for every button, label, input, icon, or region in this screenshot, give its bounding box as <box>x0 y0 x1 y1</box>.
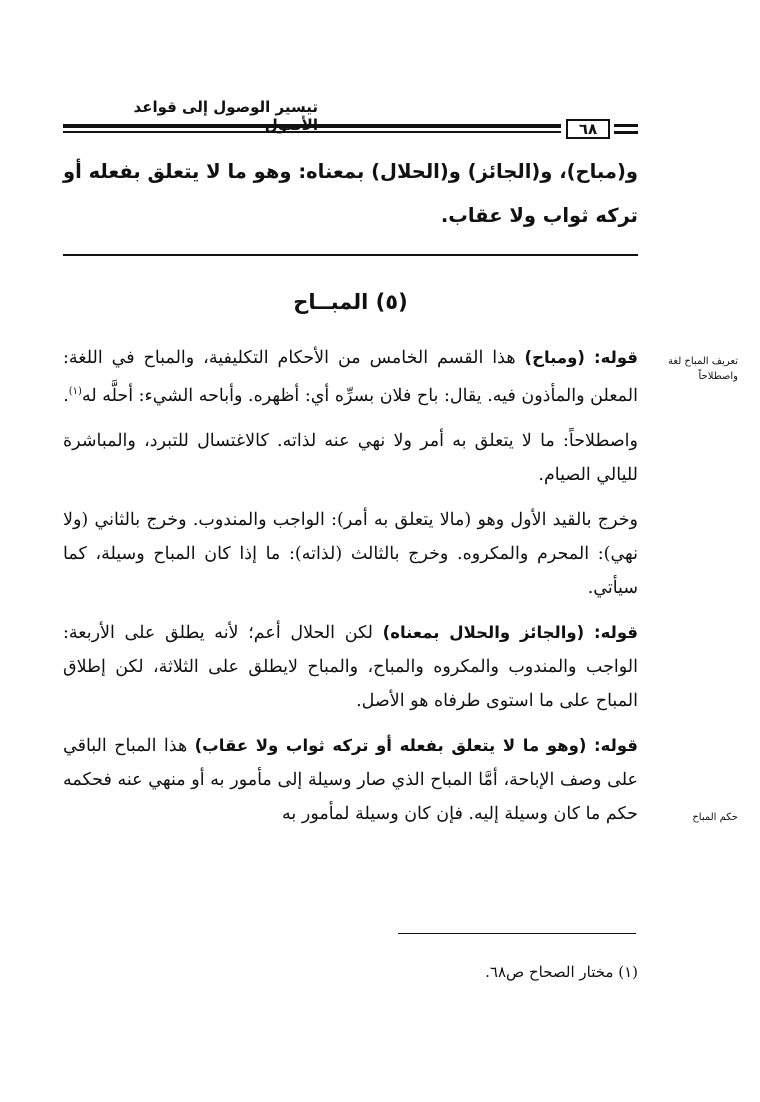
paragraph-lead: قوله: (والجائز والحلال بمعناه) <box>382 622 638 642</box>
matn-divider <box>63 254 638 256</box>
paragraph <box>63 424 638 492</box>
paragraph-text: واصطلاحاً: ما لا يتعلق به أمر ولا نهي عنه لذاته. كالاغتسال للتبرد، والمباشرة لليالي الصيام. <box>63 430 638 485</box>
matn-text: و(مباح)، و(الجائز) و(الحلال) بمعناه: وهو ما لا يتعلق بفعله أو تركه ثواب ولا عقاب. <box>63 160 638 227</box>
header-rule-thin <box>63 131 561 133</box>
paragraph-text: هذا القسم الخامس من الأحكام التكليفية، والمباح في اللغة: المعلن والمأذون فيه. يقال: باح فلان بسرِّه أي: أظهره. وأباحه الشيء: أحلَّه له <box>63 348 638 406</box>
margin-note-ruling: حكم المباح <box>692 812 738 823</box>
section-heading: (٥) المبــاح <box>293 290 408 314</box>
header-rule-tick <box>614 131 638 134</box>
paragraph-lead: قوله: (وهو ما لا يتعلق بفعله أو تركه ثواب ولا عقاب) <box>194 735 638 755</box>
footnote-divider <box>398 933 636 934</box>
paragraph-text-end: . <box>63 385 69 406</box>
header-rule-thick <box>63 124 561 128</box>
page-number: ٦٨ <box>566 119 610 139</box>
paragraph <box>63 503 638 605</box>
header-rule-tick <box>614 124 638 127</box>
running-title: تيسير الوصول إلى قواعد <box>133 98 318 116</box>
commentary <box>63 341 638 842</box>
paragraph <box>63 616 638 718</box>
margin-note-definition: تعريف المباح لغة واصطلاحاً <box>668 356 738 382</box>
paragraph <box>63 341 638 413</box>
paragraph-text: هذا المباح الباقي على وصف الإباحة، أمَّا المباح الذي صار وسيلة إلى مأمور به أو منهي عنه فحكمه حكم ما كان وسيلة إليه. فإن كان وسيلة لمأمور به <box>63 735 638 824</box>
paragraph-lead: قوله: (ومباح) <box>524 348 638 367</box>
paragraph-text: وخرج بالقيد الأول وهو (مالا يتعلق به أمر): الواجب والمندوب. وخرج بالثاني (ولا نهي): المحرم والمكروه. وخرج بالثالث (لذاته): ما إذا كان المباح وسيلة، كما سيأتي. <box>63 509 638 598</box>
paragraph <box>63 729 638 831</box>
footnote: (١) مختار الصحاح ص٦٨. <box>485 963 638 981</box>
footnote-reference[interactable]: (١) <box>68 386 82 397</box>
paragraph-text: لكن الحلال أعم؛ لأنه يطلق على الأربعة: الواجب والمندوب والمكروه والمباح، والمباح لايطلق على الثلاثة، لكن إطلاق المباح على ما استوى طرفاه هو الأصل. <box>63 622 638 711</box>
